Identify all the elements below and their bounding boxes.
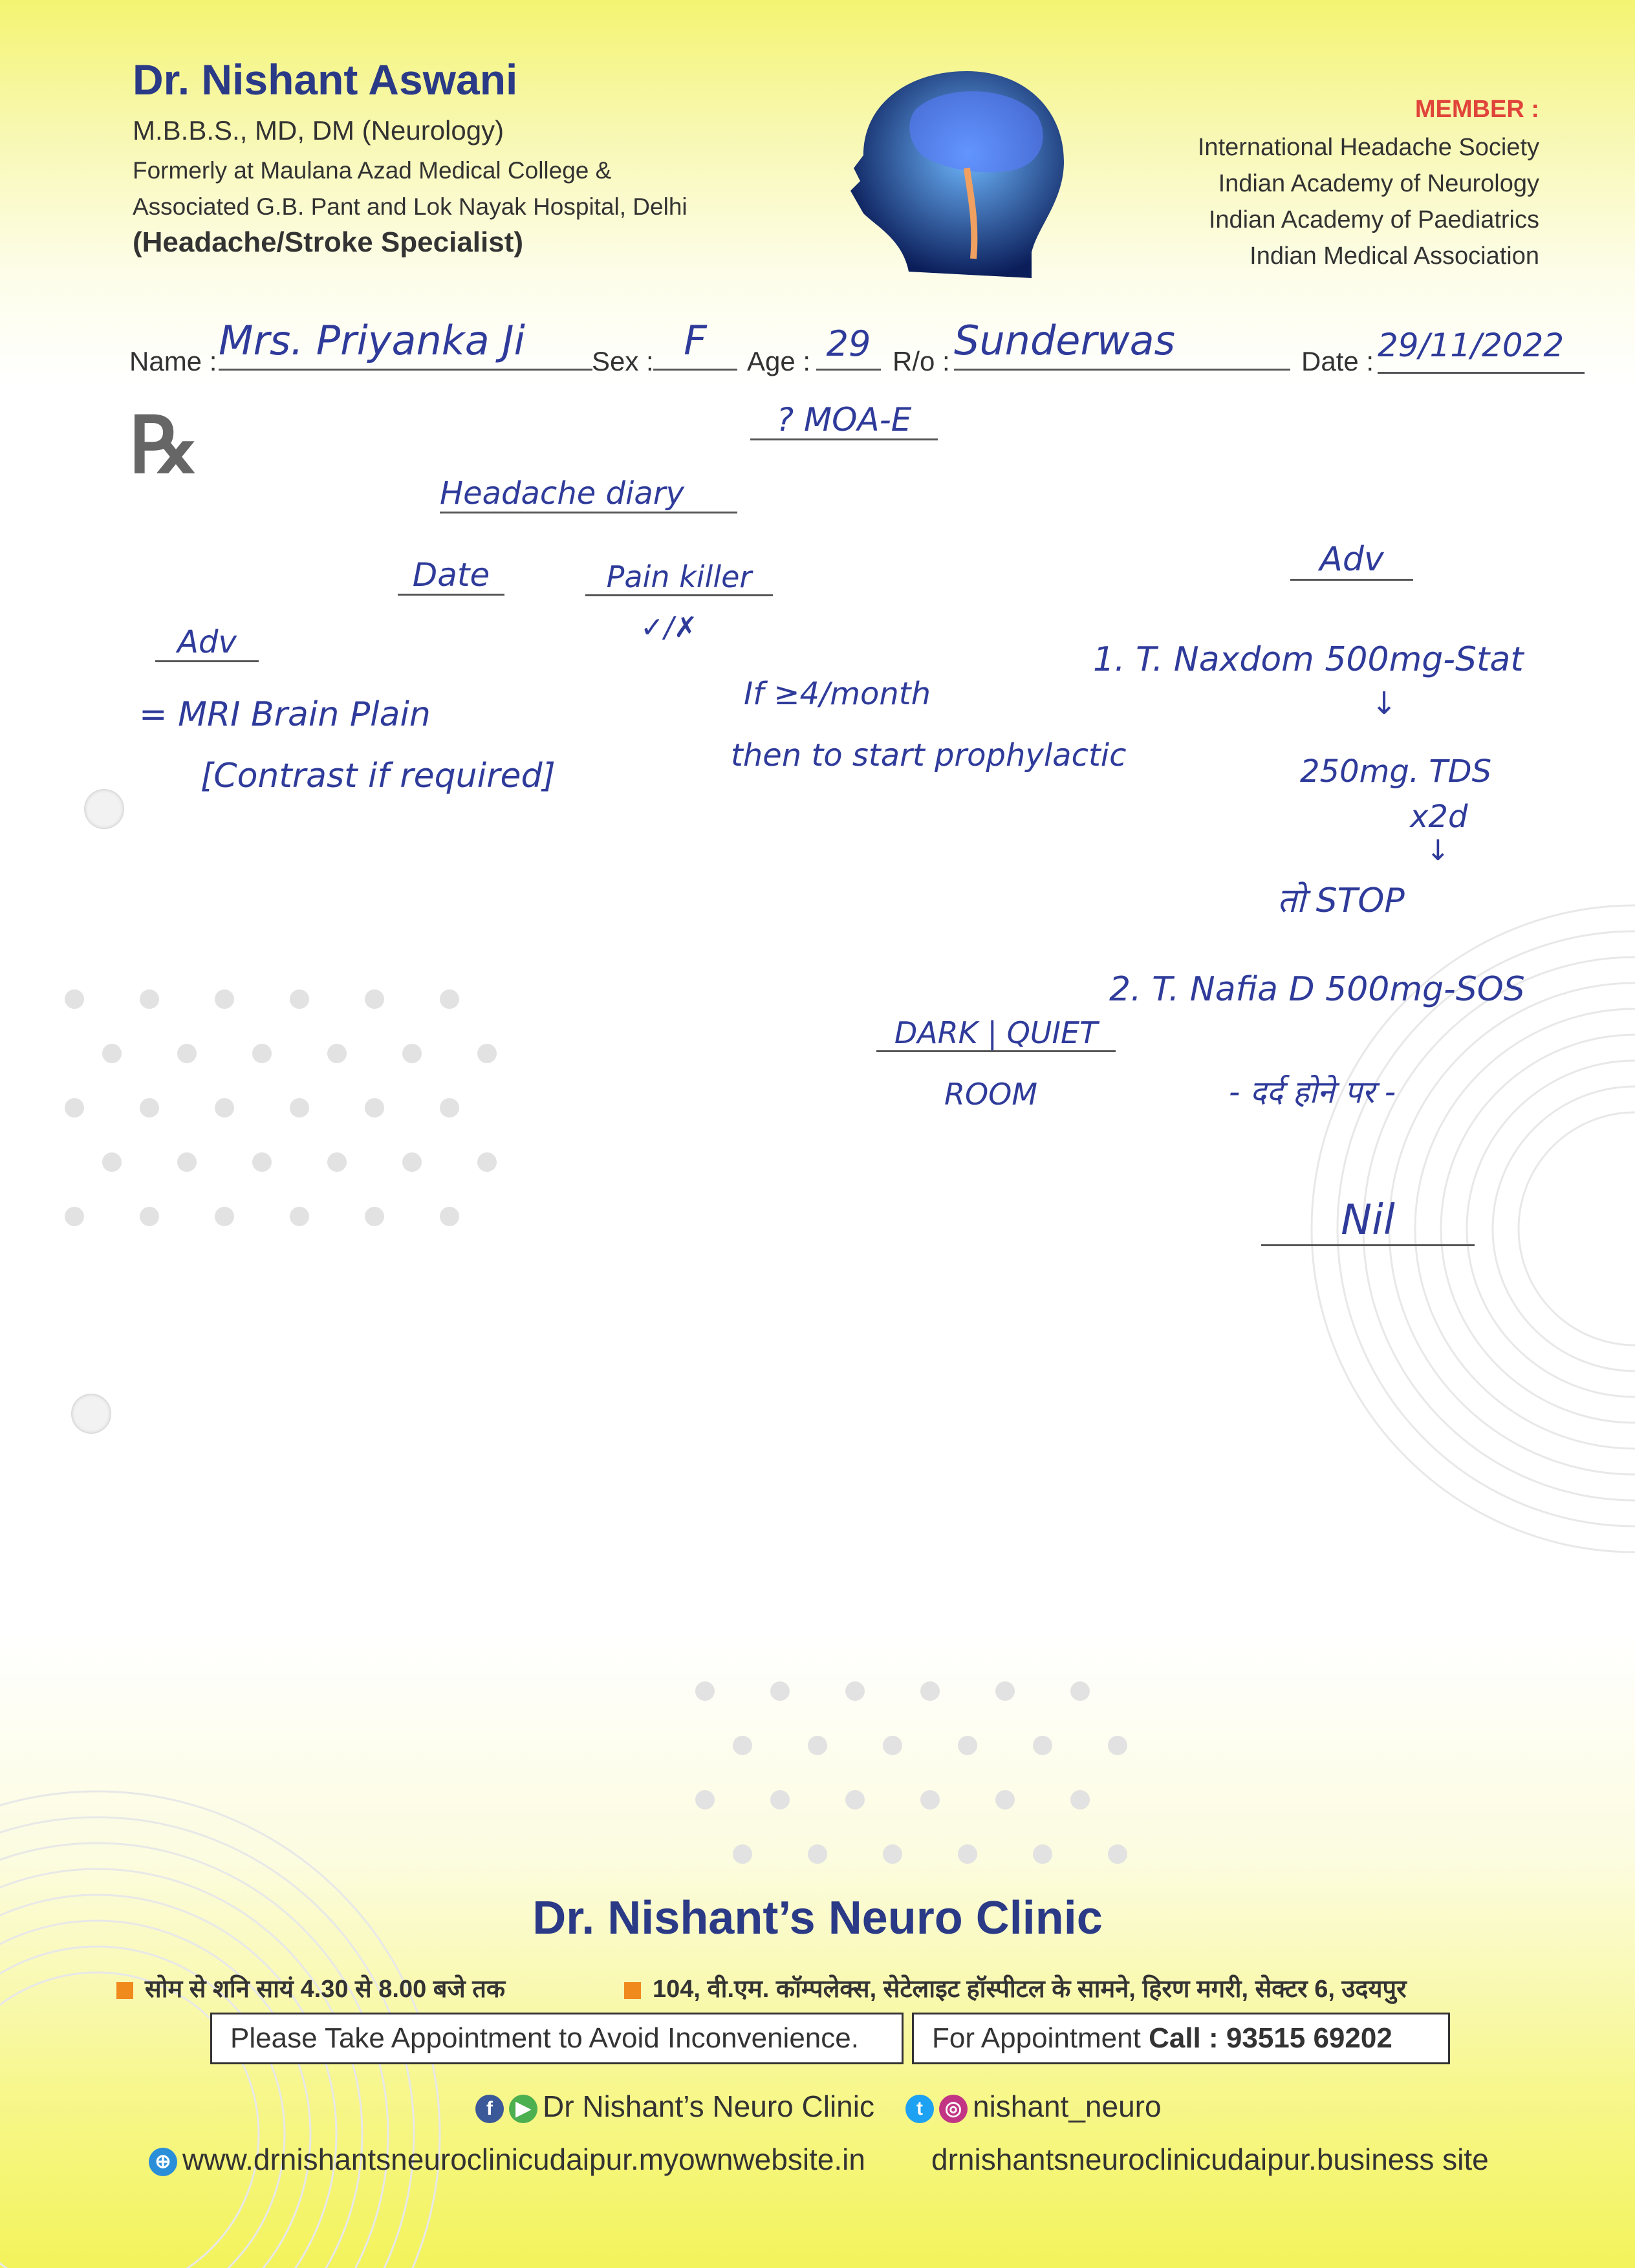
headache-diary: Headache diary	[440, 475, 737, 513]
doctor-specialty: (Headache/Stroke Specialist)	[133, 226, 524, 258]
advice-mri-contrast: [Contrast if required]	[200, 757, 556, 795]
medication-1-dose: 250mg. TDS	[1300, 753, 1492, 790]
prophylaxis-condition: If ≥4/month	[744, 676, 931, 712]
appointment-note-box: Please Take Appointment to Avoid Inconvenience.	[210, 2013, 904, 2064]
clinic-address	[624, 1971, 1407, 2005]
formerly-line-1: Formerly at Maulana Azad Medical College &	[133, 157, 612, 184]
doctor-degrees: M.B.B.S., MD, DM (Neurology)	[133, 115, 504, 146]
advice-right-heading: Adv	[1290, 540, 1413, 581]
member-item: Indian Academy of Paediatrics	[1208, 206, 1539, 233]
doctor-signature: Nil	[1261, 1196, 1475, 1246]
dark-quiet-room-2: ROOM	[944, 1077, 1038, 1112]
patient-age: 29	[816, 323, 881, 371]
medication-1-arrow-2: ↓	[1426, 834, 1450, 867]
age-label: Age :	[747, 346, 811, 376]
decorative-dots-bottom	[695, 1681, 1145, 1864]
clinic-name: Dr. Nishant’s Neuro Clinic	[532, 1892, 1103, 1944]
social-facebook[interactable]	[475, 2089, 874, 2124]
website-1-text: www.drnishantsneuroclinicudaipur.myownwebsite.in	[182, 2143, 865, 2176]
brain-head-logo-icon	[838, 58, 1077, 285]
doctor-formerly	[133, 153, 688, 225]
medication-1: 1. T. Naxdom 500mg-Stat	[1093, 640, 1524, 679]
decorative-dots-left	[65, 989, 515, 1226]
social-twitter-text: nishant_neuro	[973, 2090, 1162, 2123]
bullet-icon	[624, 1982, 641, 1999]
appointment-prefix: For Appointment	[932, 2022, 1149, 2054]
dark-quiet-room: DARK | QUIET	[876, 1015, 1116, 1052]
medication-1-arrow: ↓	[1371, 686, 1398, 722]
date-label: Date :	[1301, 346, 1374, 376]
member-item: Indian Academy of Neurology	[1218, 170, 1539, 197]
bullet-icon	[116, 1982, 133, 1999]
medication-1-duration: x2d	[1410, 799, 1468, 835]
punch-hole	[71, 1394, 111, 1434]
punch-hole	[84, 789, 124, 829]
medication-2-instruction: - दर्द होने पर -	[1229, 1074, 1396, 1110]
social-facebook-text: Dr Nishant’s Neuro Clinic	[543, 2090, 874, 2123]
clinic-address-text: 104, वी.एम. कॉम्पलेक्स, सेटेलाइट हॉस्पीटल के सामने, हिरण मगरी, सेक्टर 6, उदयपुर	[653, 1976, 1407, 2003]
clinic-timing	[116, 1971, 505, 2005]
doctor-name: Dr. Nishant Aswani	[133, 56, 518, 103]
name-label: Name :	[129, 346, 217, 376]
formerly-line-2: Associated G.B. Pant and Lok Nayak Hospital, Delhi	[133, 193, 688, 220]
appointment-phone[interactable]: Call : 93515 69202	[1149, 2022, 1392, 2054]
patient-name: Mrs. Priyanka Ji	[219, 317, 592, 371]
medication-2: 2. T. Nafia D 500mg-SOS	[1109, 970, 1525, 1009]
diary-painkiller-column: Pain killer	[585, 559, 773, 596]
advice-mri: = MRI Brain Plain	[139, 695, 431, 734]
member-title: MEMBER :	[1414, 96, 1539, 123]
patient-sex: F	[653, 317, 737, 371]
appointment-call-box	[912, 2013, 1450, 2064]
play-store-icon: ▶	[509, 2095, 537, 2123]
member-list	[1198, 129, 1539, 274]
twitter-icon: t	[905, 2095, 934, 2123]
member-item: International Headache Society	[1197, 134, 1539, 161]
ro-label: R/o :	[893, 346, 950, 376]
rx-symbol: ℞	[129, 403, 199, 489]
medication-1-stop: तो STOP	[1277, 881, 1405, 920]
clinic-timing-text: सोम से शनि सायं 4.30 से 8.00 बजे तक	[145, 1976, 506, 2003]
diary-painkiller-marks: ✓/✗	[640, 611, 698, 644]
facebook-icon: f	[475, 2095, 504, 2123]
globe-icon: ⊕	[149, 2148, 177, 2176]
website-link-2[interactable]: drnishantsneuroclinicudaipur.business site	[931, 2143, 1489, 2176]
advice-left-heading: Adv	[155, 624, 259, 662]
diary-date-column: Date	[398, 556, 504, 596]
sex-label: Sex :	[592, 346, 654, 376]
social-twitter[interactable]	[905, 2089, 1162, 2124]
member-item: Indian Medical Association	[1250, 243, 1539, 270]
instagram-icon: ◎	[939, 2095, 968, 2123]
prescription-date: 29/11/2022	[1378, 327, 1585, 374]
diagnosis: ? MOA-E	[750, 401, 938, 440]
website-link-1[interactable]	[149, 2142, 865, 2177]
patient-residence: Sunderwas	[954, 317, 1290, 371]
prophylaxis-start: then to start prophylactic	[731, 737, 1127, 773]
